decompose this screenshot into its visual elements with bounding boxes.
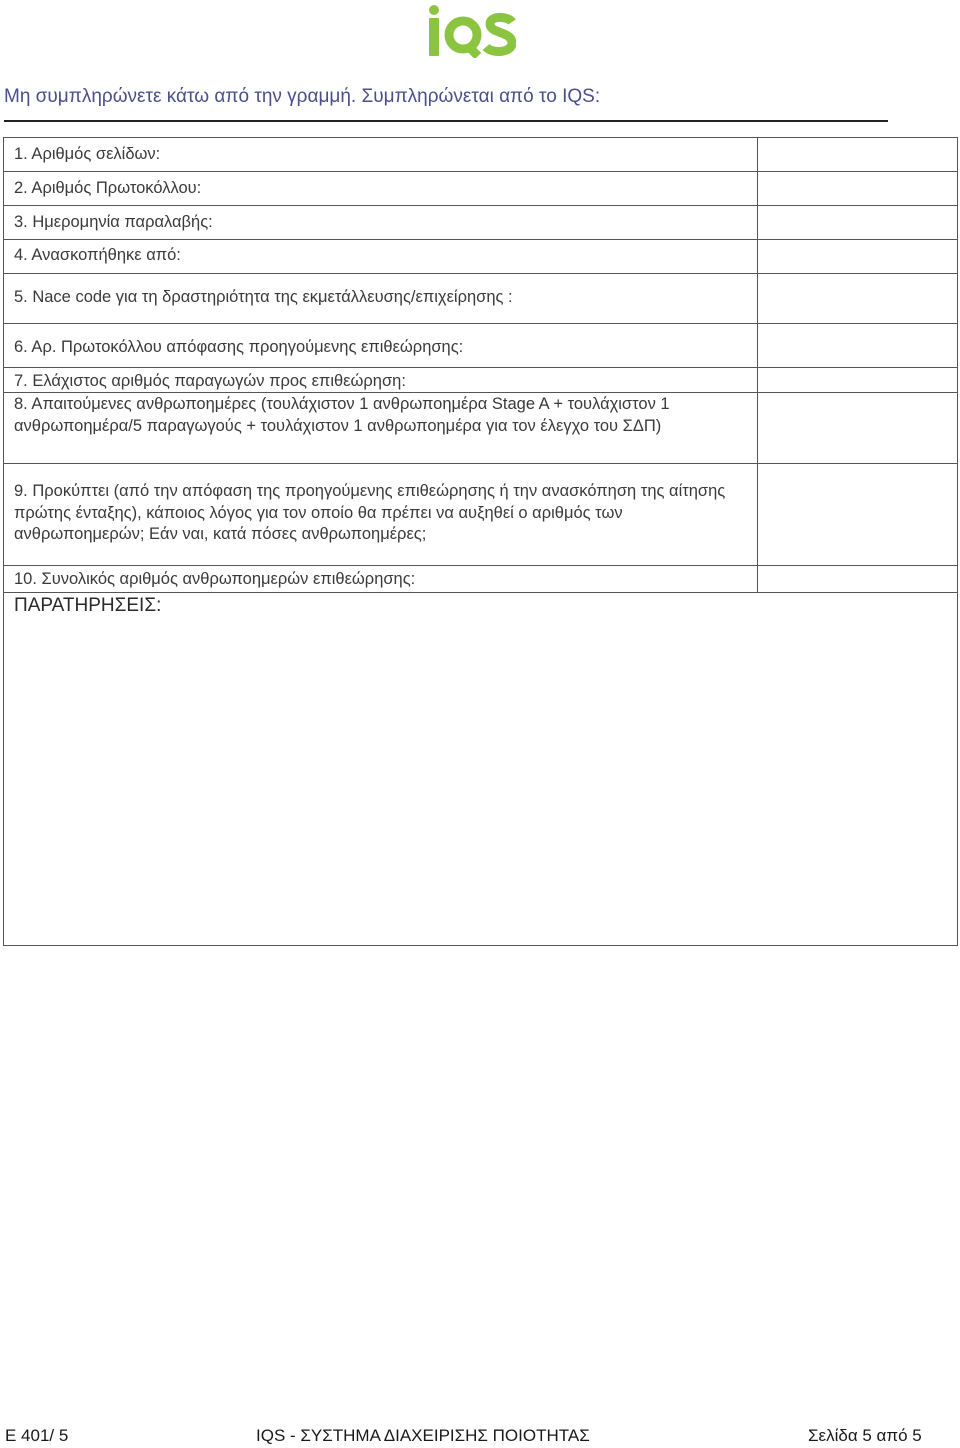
footer-system-name: IQS - ΣΥΣΤΗΜΑ ΔΙΑΧΕΙΡΙΣΗΣ ΠΟΙΟΤΗΤΑΣ bbox=[256, 1426, 590, 1445]
field-value-reviewed-by[interactable] bbox=[758, 240, 957, 273]
field-row-pages bbox=[4, 138, 957, 172]
field-value-total-mandays[interactable] bbox=[758, 566, 957, 592]
field-value-mandays-increase[interactable] bbox=[758, 464, 957, 565]
field-value-min-producers[interactable] bbox=[758, 368, 957, 392]
field-row-min-producers bbox=[4, 368, 957, 393]
notice-underline bbox=[4, 120, 888, 122]
field-label: 1. Αριθμός σελίδων: bbox=[4, 138, 758, 171]
field-value-nace-code[interactable] bbox=[758, 274, 957, 323]
field-label: 10. Συνολικός αριθμός ανθρωποημερών επιθεώρησης: bbox=[4, 566, 758, 592]
field-value-receipt-date[interactable] bbox=[758, 206, 957, 239]
field-label: 5. Nace code για τη δραστηριότητα της εκμετάλλευσης/επιχείρησης : bbox=[4, 274, 758, 323]
remarks-title: ΠΑΡΑΤΗΡΗΣΕΙΣ: bbox=[14, 595, 162, 616]
field-label: 8. Απαιτούμενες ανθρωποημέρες (τουλάχιστον 1 ανθρωποημέρα Stage A + τουλάχιστον 1 ανθρωποημέρα/5 παραγωγούς + τουλάχιστον 1 ανθρωποημέρα για τον έλεγχο του ΣΔΠ) bbox=[4, 393, 758, 463]
field-row-previous-decision bbox=[4, 324, 957, 368]
field-row-receipt-date bbox=[4, 206, 957, 240]
iqs-logo bbox=[428, 4, 516, 58]
field-value-required-mandays[interactable] bbox=[758, 393, 957, 463]
field-label: 6. Αρ. Πρωτοκόλλου απόφασης προηγούμενης επιθεώρησης: bbox=[4, 324, 758, 367]
footer-doc-code: Ε 401/ 5 bbox=[5, 1426, 69, 1445]
field-label: 4. Ανασκοπήθηκε από: bbox=[4, 240, 758, 273]
field-value-protocol-number[interactable] bbox=[758, 172, 957, 205]
field-row-required-mandays bbox=[4, 393, 957, 464]
footer-page-number: Σελίδα 5 από 5 bbox=[808, 1426, 922, 1445]
iqs-review-table bbox=[3, 137, 958, 946]
field-row-nace-code bbox=[4, 274, 957, 324]
section-notice: Μη συμπληρώνετε κάτω από την γραμμή. Συμπληρώνεται από το IQS: bbox=[4, 86, 601, 107]
field-row-reviewed-by bbox=[4, 240, 957, 274]
remarks-area[interactable] bbox=[4, 593, 957, 945]
field-row-protocol-number bbox=[4, 172, 957, 206]
field-label: 2. Αριθμός Πρωτοκόλλου: bbox=[4, 172, 758, 205]
field-label: 3. Ημερομηνία παραλαβής: bbox=[4, 206, 758, 239]
field-value-pages[interactable] bbox=[758, 138, 957, 171]
field-label: 9. Προκύπτει (από την απόφαση της προηγούμενης επιθεώρησης ή την ανασκόπηση της αίτησης πρώτης ένταξης), κάποιος λόγος για τον οποίο θα πρέπει να αυξηθεί ο αριθμός των ανθρωποημερών; Εάν ναι, κατά πόσες ανθρωποημέρες; bbox=[4, 464, 758, 565]
field-row-total-mandays bbox=[4, 566, 957, 593]
field-label: 7. Ελάχιστος αριθμός παραγωγών προς επιθεώρηση: bbox=[4, 368, 758, 392]
field-value-previous-decision[interactable] bbox=[758, 324, 957, 367]
field-row-mandays-increase bbox=[4, 464, 957, 566]
